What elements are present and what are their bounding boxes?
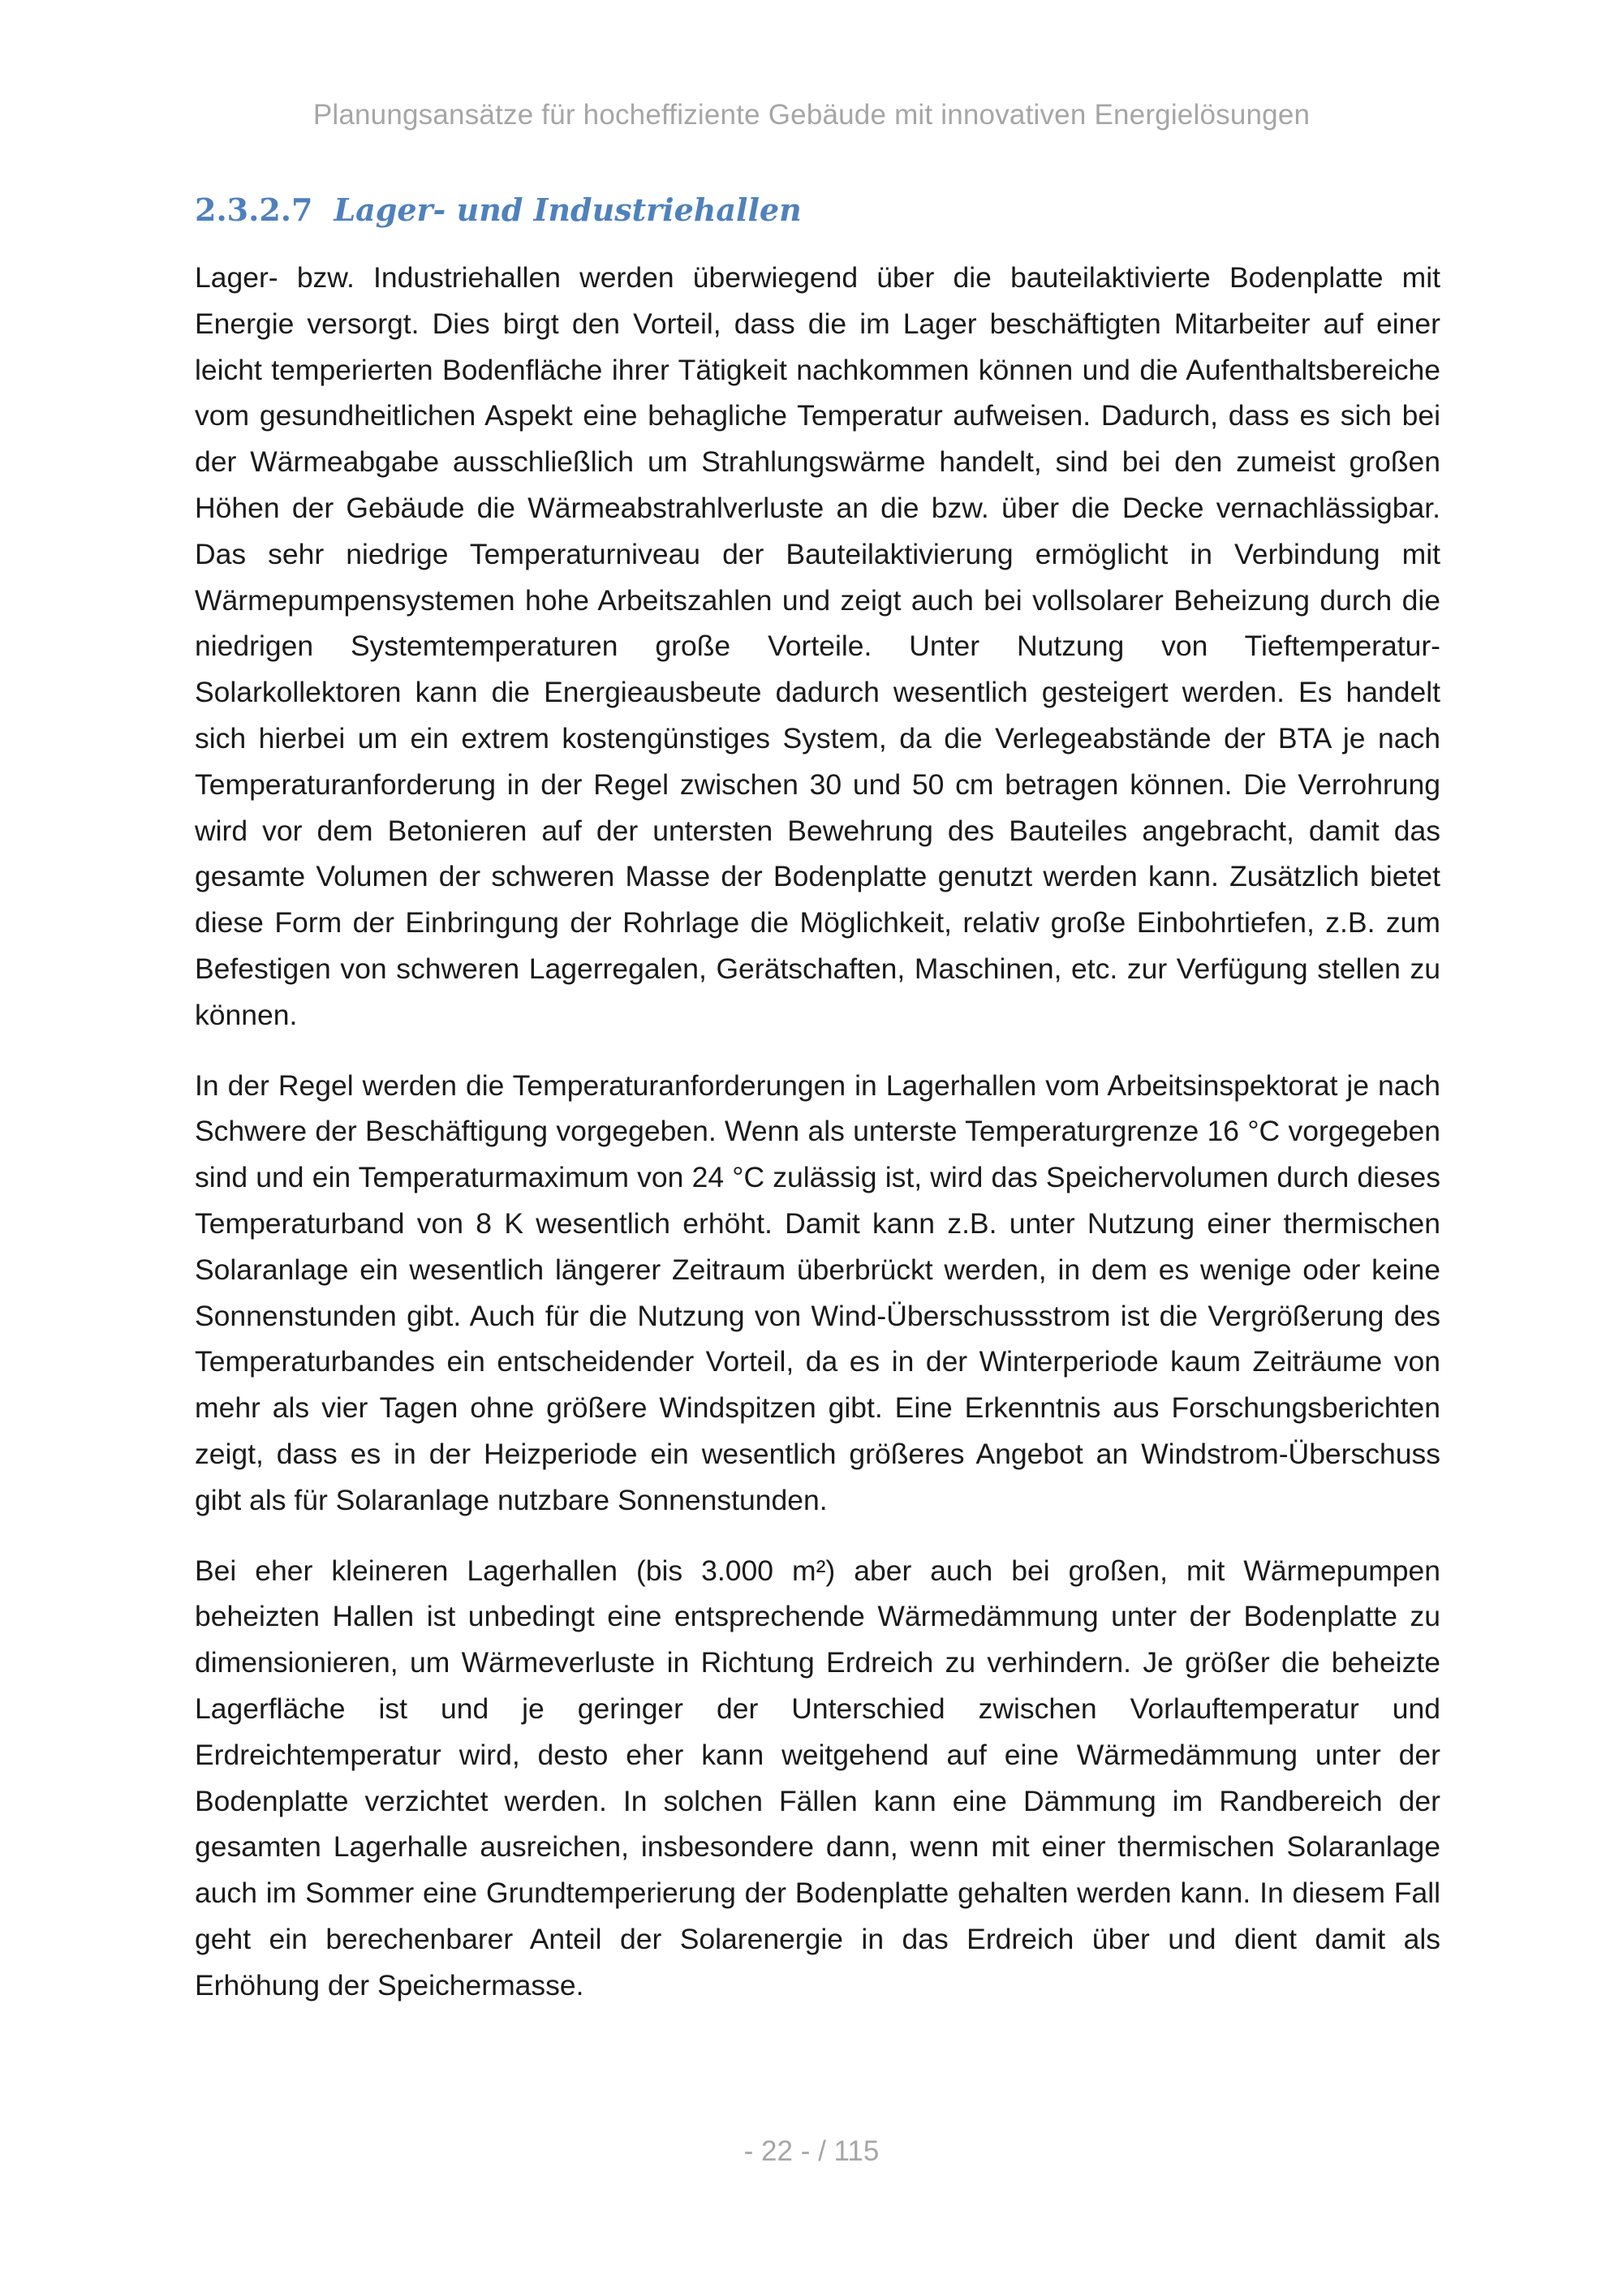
paragraph: Lager- bzw. Industriehallen werden überwiegend über die bauteilaktivierte Bodenplatte mit Energie versorgt. Dies birgt den Vorteil, dass die im Lager beschäftigten Mitarbeiter auf einer leicht temperierten Bodenfläche ihrer Tätigkeit nachkommen können und die Aufenthaltsbereiche vom gesundheitlichen Aspekt eine behagliche Temperatur aufweisen. Dadurch, dass es sich bei der Wärmeabgabe ausschließlich um Strahlungswärme handelt, sind bei den zumeist großen Höhen der Gebäude die Wärmeabstrahlverluste an die bzw. über die Decke vernachlässigbar. Das sehr niedrige Temperaturniveau der Bauteilaktivierung ermöglicht in Verbindung mit Wärmepumpensystemen hohe Arbeitszahlen und zeigt auch bei vollsolarer Beheizung durch die niedrigen Systemtemperaturen große Vorteile. Unter Nutzung von Tieftemperatur-Solarkollektoren kann die Energieausbeute dadurch wesentlich gesteigert werden. Es handelt sich hierbei um ein extrem kostengünstiges System, da die Verlegeabstände der BTA je nach Temperaturanforderung in der Regel zwischen 30 und 50 cm betragen können. Die Verrohrung wird vor dem Betonieren auf der untersten Bewehrung des Bauteiles angebracht, damit das gesamte Volumen der schweren Masse der Bodenplatte genutzt werden kann. Zusätzlich bietet diese Form der Einbringung der Rohrlage die Möglichkeit, relativ große Einbohrtiefen, z.B. zum Befestigen von schweren Lagerregalen, Gerätschaften, Maschinen, etc. zur Verfügung stellen zu können. (195, 261, 1440, 1031)
section-title: Lager- und Industriehallen (334, 191, 802, 228)
paragraph: In der Regel werden die Temperaturanforderungen in Lagerhallen vom Arbeitsinspektorat je nach Schwere der Beschäftigung vorgegeben. Wenn als unterste Temperaturgrenze 16 °C vorgegeben sind und ein Temperaturmaximum von 24 °C zulässig ist, wird das Speichervolumen durch dieses Temperaturband von 8 K wesentlich erhöht. Damit kann z.B. unter Nutzung einer thermischen Solaranlage ein wesentlich längerer Zeitraum überbrückt werden, in dem es wenige oder keine Sonnenstunden gibt. Auch für die Nutzung von Wind-Überschussstrom ist die Vergrößerung des Temperaturbandes ein entscheidender Vorteil, da es in der Winterperiode kaum Zeiträume von mehr als vier Tagen ohne größere Windspitzen gibt. Eine Erkenntnis aus Forschungsberichten zeigt, dass es in der Heizperiode ein wesentlich größeres Angebot an Windstrom-Überschuss gibt als für Solaranlage nutzbare Sonnenstunden. (195, 1068, 1440, 1516)
running-header: Planungsansätze für hocheffiziente Gebäude mit innovativen Energielösungen (312, 99, 1311, 131)
section-heading (195, 191, 1444, 228)
body-text (195, 255, 1440, 2032)
page-number: - 22 - / 115 (743, 2135, 880, 2167)
paragraph: Bei eher kleineren Lagerhallen (bis 3.000 m²) aber auch bei großen, mit Wärmepumpen beheizten Hallen ist unbedingt eine entsprechende Wärmedämmung unter der Bodenplatte zu dimensionieren, um Wärmeverluste in Richtung Erdreich zu verhindern. Je größer die beheizte Lagerfläche ist und je geringer der Unterschied zwischen Vorlauftemperatur und Erdreichtemperatur wird, desto eher kann weitgehend auf eine Wärmedämmung unter der Bodenplatte verzichtet werden. In solchen Fällen kann eine Dämmung im Randbereich der gesamten Lagerhalle ausreichen, insbesondere dann, wenn mit einer thermischen Solaranlage auch im Sommer eine Grundtemperierung der Bodenplatte gehalten werden kann. In diesem Fall geht ein berechenbarer Anteil der Solarenergie in das Erdreich über und dient damit als Erhöhung der Speichermasse. (195, 1554, 1440, 2001)
section-number: 2.3.2.7 (195, 191, 313, 228)
